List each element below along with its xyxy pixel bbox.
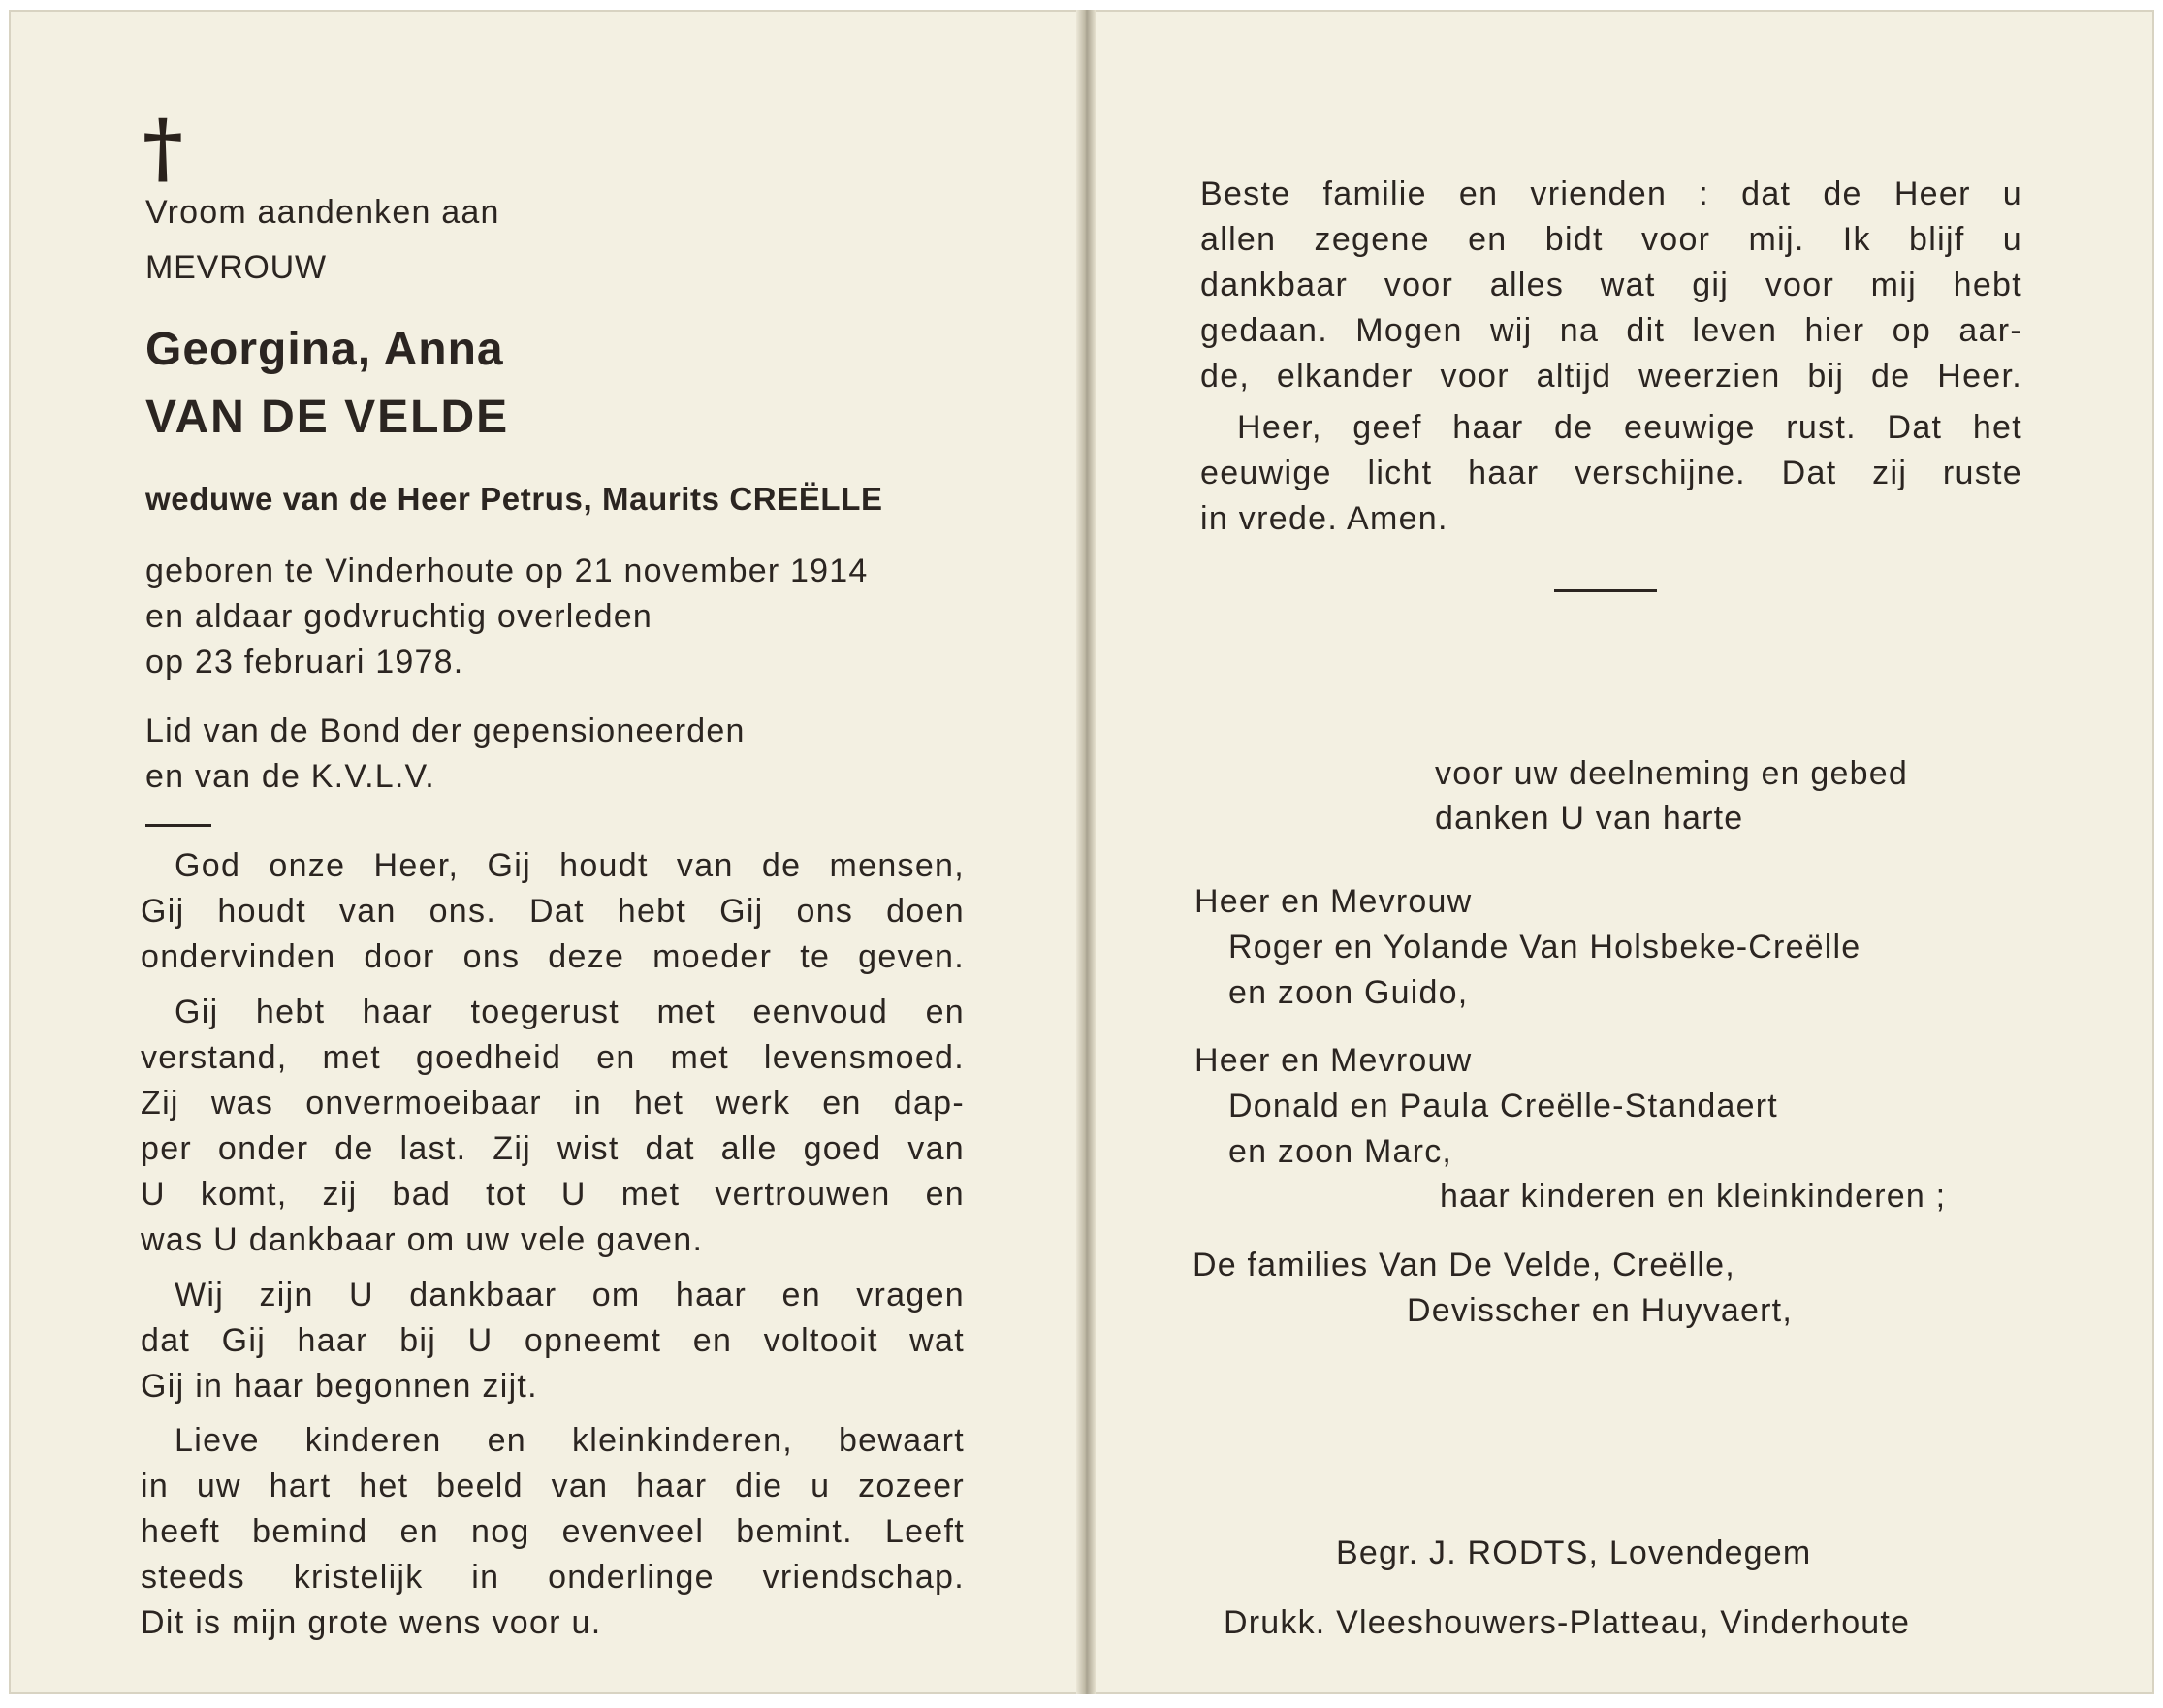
- text-line: Zij was onvermoeibaar in het werk en dap-: [141, 1085, 965, 1122]
- card-fold: [1076, 10, 1096, 1694]
- birth-line-1: geboren te Vinderhoute op 21 november 1914: [145, 553, 869, 589]
- text-line: in uw hart het beeld van haar die u zozeer: [141, 1468, 965, 1504]
- birth-line-3: op 23 februari 1978.: [145, 644, 464, 680]
- text-line: Beste familie en vrienden : dat de Heer u: [1200, 175, 2022, 212]
- text-line: Heer, geef haar de eeuwige rust. Dat het: [1237, 409, 2022, 446]
- families-line-2: Devisscher en Huyvaert,: [1407, 1292, 1793, 1329]
- text-line: eeuwige licht haar verschijne. Dat zij ruste: [1200, 455, 2022, 491]
- families-line-1: De families Van De Velde, Creëlle,: [1193, 1247, 1735, 1283]
- text-line: in vrede. Amen.: [1200, 500, 1448, 537]
- memorial-paragraph-1: [141, 843, 965, 980]
- family-2-names: Donald en Paula Creëlle-Standaert: [1228, 1088, 1778, 1124]
- family-1-title: Heer en Mevrouw: [1194, 883, 1473, 920]
- memorial-paragraph-2: [141, 990, 965, 1263]
- widow-line: weduwe van de Heer Petrus, Maurits CREËLLE: [145, 481, 883, 517]
- birth-line-2: en aldaar godvruchtig overleden: [145, 598, 652, 635]
- member-line-1: Lid van de Bond der gepensioneerden: [145, 712, 746, 749]
- text-line: steeds kristelijk in onderlinge vriendschap.: [141, 1559, 965, 1596]
- text-line: heeft bemind en nog evenveel bemint. Leeft: [141, 1513, 965, 1550]
- text-line: de, elkander voor altijd weerzien bij de Heer.: [1200, 358, 2022, 395]
- text-line: Gij in haar begonnen zijt.: [141, 1368, 538, 1405]
- text-line: Gij hebt haar toegerust met eenvoud en: [175, 994, 965, 1030]
- text-line: verstand, met goedheid en met levensmoed.: [141, 1039, 965, 1076]
- family-1-child: en zoon Guido,: [1228, 974, 1469, 1011]
- text-line: dat Gij haar bij U opneemt en voltooit wat: [141, 1322, 965, 1359]
- undertaker-credit: Begr. J. RODTS, Lovendegem: [1336, 1534, 1812, 1571]
- text-line: was U dankbaar om uw vele gaven.: [141, 1221, 704, 1258]
- prayer-paragraph-1: [1200, 172, 2022, 399]
- center-divider: [1554, 589, 1657, 592]
- title-mevrouw: MEVROUW: [145, 249, 327, 286]
- cross-symbol: †: [143, 102, 183, 193]
- text-line: Dit is mijn grote wens voor u.: [141, 1604, 602, 1641]
- intro-text: Vroom aandenken aan: [145, 194, 500, 231]
- memorial-paragraph-4: [141, 1418, 965, 1646]
- member-line-2: en van de K.V.L.V.: [145, 758, 435, 795]
- family-2-title: Heer en Mevrouw: [1194, 1042, 1473, 1079]
- family-closing: haar kinderen en kleinkinderen ;: [1440, 1178, 1947, 1215]
- text-line: allen zegene en bidt voor mij. Ik blijf u: [1200, 221, 2022, 258]
- deceased-family-name: VAN DE VELDE: [145, 392, 510, 443]
- text-line: Lieve kinderen en kleinkinderen, bewaart: [175, 1422, 965, 1459]
- deceased-given-names: Georgina, Anna: [145, 324, 504, 375]
- printer-credit: Drukk. Vleeshouwers-Platteau, Vinderhoute: [1224, 1604, 1911, 1641]
- text-line: dankbaar voor alles wat gij voor mij hebt: [1200, 267, 2022, 303]
- short-divider: [145, 824, 211, 827]
- family-1-names: Roger en Yolande Van Holsbeke-Creëlle: [1228, 929, 1861, 965]
- thanks-line-2: danken U van harte: [1435, 800, 1744, 837]
- text-line: U komt, zij bad tot U met vertrouwen en: [141, 1176, 965, 1213]
- thanks-line-1: voor uw deelneming en gebed: [1435, 755, 1908, 792]
- prayer-paragraph-2: [1200, 405, 2022, 542]
- text-line: Gij houdt van ons. Dat hebt Gij ons doen: [141, 893, 965, 930]
- text-line: ondervinden door ons deze moeder te geven.: [141, 938, 965, 975]
- text-line: Wij zijn U dankbaar om haar en vragen: [175, 1277, 965, 1313]
- text-line: God onze Heer, Gij houdt van de mensen,: [175, 847, 965, 884]
- text-line: per onder de last. Zij wist dat alle goed van: [141, 1130, 965, 1167]
- text-line: gedaan. Mogen wij na dit leven hier op aar-: [1200, 312, 2022, 349]
- family-2-child: en zoon Marc,: [1228, 1133, 1453, 1170]
- memorial-paragraph-3: [141, 1273, 965, 1409]
